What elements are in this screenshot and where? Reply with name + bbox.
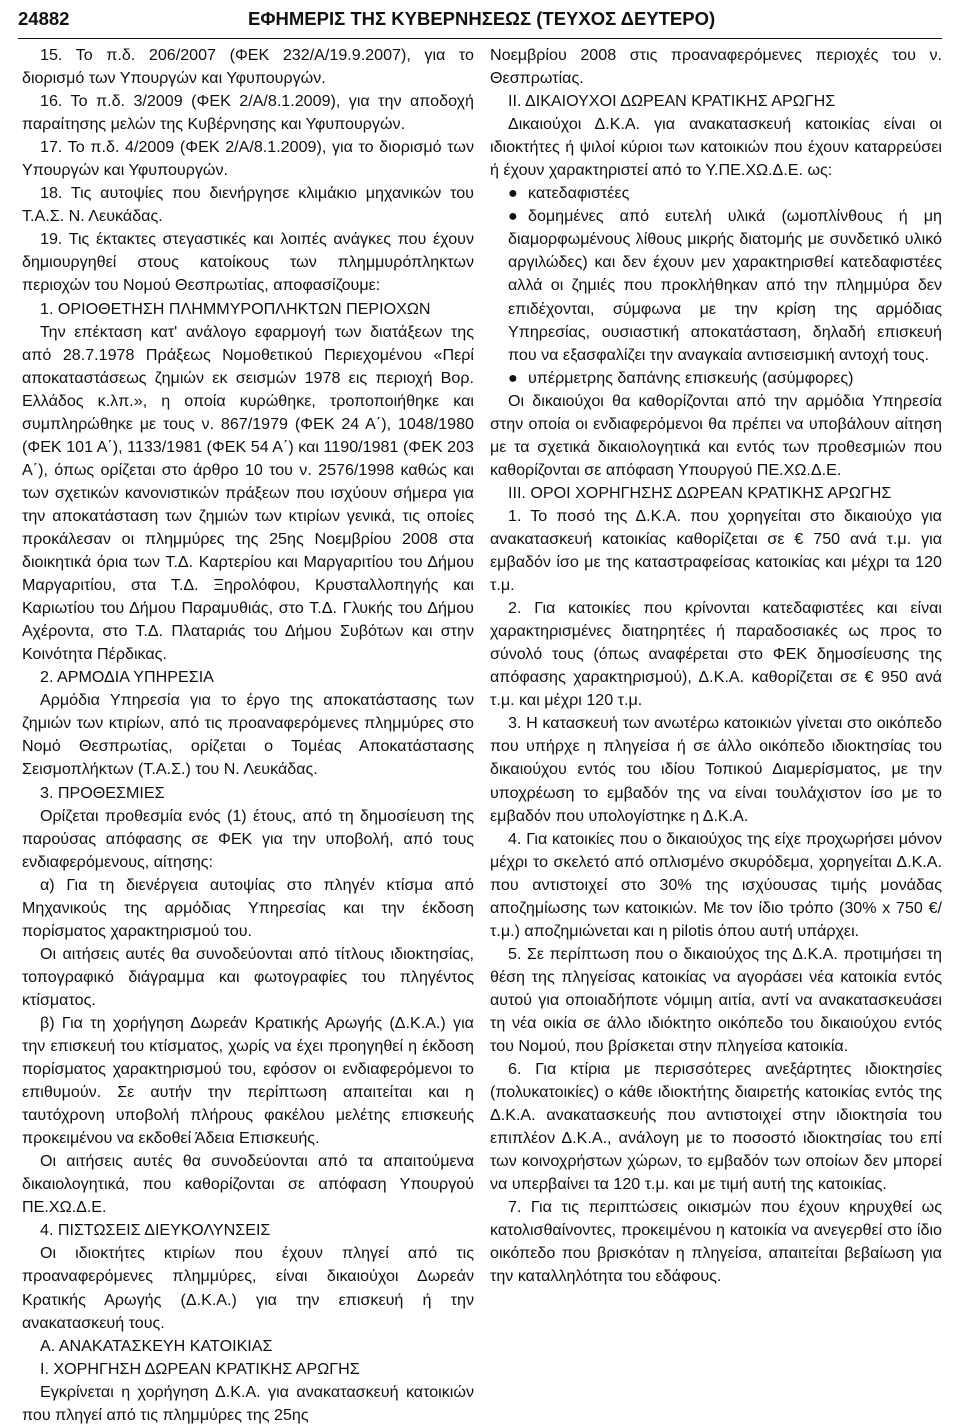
bullet-item — [490, 205, 942, 366]
paragraph: Νοεμβρίου 2008 στις προαναφερόμενες περιοχές του ν. Θεσπρωτίας. — [490, 46, 942, 88]
section-heading: Ι. ΧΟΡΗΓΗΣΗ ΔΩΡΕΑΝ ΚΡΑΤΙΚΗΣ ΑΡΩΓΗΣ — [40, 1359, 360, 1378]
paragraph: 4. Για κατοικίες που ο δικαιούχος της είχε προχωρήσει μόνον μέχρι το σκελετό από οπλισμένο σκυρόδεμα, χορηγείται Δ.Κ.Α. που αντιστοιχεί στο 30% της ισχύουσας τιμής μονάδας αποζημίωσης των κατοικιών. Με τον ίδιο τρόπο (30% x 750 €/τ.μ.) αποζημιώνεται και η pilotis όπου αυτή υπάρχει. — [490, 829, 942, 940]
paragraph: 19. Τις έκτακτες στεγαστικές και λοιπές ανάγκες που έχουν δημιουργηθεί στους κατοίκους των πλημμυρόπληκτων περιοχών του Νομού Θεσπρωτίας, αποφασίζουμε: — [22, 230, 474, 295]
page-number: 24882 — [18, 8, 70, 29]
paragraph: Ορίζεται προθεσμία ενός (1) έτους, από τη δημοσίευση της παρούσας απόφασης σε ΦΕΚ για την υποβολή, από τους ενδιαφερόμενους, αίτησης: — [22, 806, 474, 871]
paragraph: 15. Το π.δ. 206/2007 (ΦΕΚ 232/Α/19.9.2007), για το διορισμό των Υπουργών και Υφυπουργών. — [22, 46, 474, 88]
paragraph: Την επέκταση κατ' ανάλογο εφαρμογή των διατάξεων της από 28.7.1978 Πράξεως Νομοθετικού Περιεχομένου «Περί αποκαταστάσεως ζημιών εκ σεισμών 1978 εις περιοχή Βορ. Ελλάδος κ.λπ.», η οποία κυρώθηκε, τροποποιήθηκε και συμπληρώθηκε με τους ν. 867/1979 (ΦΕΚ 24 Α΄), 1048/1980 (ΦΕΚ 101 Α΄), 1133/1981 (ΦΕΚ 54 Α΄) και 1190/1981 (ΦΕΚ 203 Α΄), όπως ορίζεται στο άρθρο 10 του ν. 2576/1998 καθώς και των σχετικών κανονιστικών πράξεων που ισχύουν σήμερα για την αποκατάσταση των ζημιών των κτιρίων γενικά, τις οποίες προκάλεσαν οι πλημμύρες της 25ης Νοεμβρίου 2008 στα διοικητικά όρια των Τ.Δ. Καρτερίου και Μαργαριτίου του Δήμου Μαργαριτίου, στα Τ.Δ. Ξηρολόφου, Κρυσταλλοπηγής και Καριωτίου του Δήμου Παραμυθιάς, στο Τ.Δ. Γλυκής του Δήμου Αχέροντα, στο Τ.Δ. Πλαταριάς του Δήμου Συβότων και στην Κοινότητα Πέρδικας. — [22, 322, 474, 664]
paragraph: Αρμόδια Υπηρεσία για το έργο της αποκατάστασης των ζημιών των κτιρίων, από τις προαναφερόμενες πλημμύρες στο Νομό Θεσπρωτίας, ορίζεται ο Τομέας Αποκατάστασης Σεισμοπλήκτων (Τ.Α.Σ.) του Ν. Λευκάδας. — [22, 691, 474, 779]
journal-title: ΕΦΗΜΕΡΙΣ ΤΗΣ ΚΥΒΕΡΝΗΣΕΩΣ (ΤΕΥΧΟΣ ΔΕΥΤΕΡΟ) — [248, 8, 716, 29]
page-header — [18, 6, 942, 39]
paragraph: 2. Για κατοικίες που κρίνονται κατεδαφιστέες και είναι χαρακτηρισμένες διατηρητέες ή παραδοσιακές ως προς το σύνολό τους (όπως αναφέρεται στο ΦΕΚ δημοσίευσης της απόφασης χαρακτηρισμού), Δ.Κ.Α. καθορίζεται σε € 950 ανά τ.μ. και μέχρι 120 τ.μ. — [490, 599, 942, 710]
paragraph: 17. Το π.δ. 4/2009 (ΦΕΚ 2/Α/8.1.2009), για το διορισμό των Υπουργών και Υφυπουργών. — [22, 138, 474, 180]
right-column — [490, 44, 942, 1289]
paragraph: 1. Το ποσό της Δ.Κ.Α. που χορηγείται στο δικαιούχο για ανακατασκευή κατοικίας καθορίζεται σε € 750 ανά τ.μ. για εμβαδόν ίσο με της καταστραφείσας κατοικίας και μέχρι τα 120 τ.μ. — [490, 506, 942, 595]
section-heading: ΙΙ. ΔΙΚΑΙΟΥΧΟΙ ΔΩΡΕΑΝ ΚΡΑΤΙΚΗΣ ΑΡΩΓΗΣ — [508, 92, 836, 111]
paragraph: 18. Τις αυτοψίες που διενήργησε κλιμάκιο μηχανικών του Τ.Α.Σ. Ν. Λευκάδας. — [22, 184, 474, 226]
left-column — [22, 44, 474, 1427]
bullet-icon: ● — [508, 207, 518, 226]
paragraph: β) Για τη χορήγηση Δωρεάν Κρατικής Αρωγής (Δ.Κ.Α.) για την επισκευή του κτίσματος, χωρίς να έχει προηγηθεί η έκδοση πορίσματος χαρακτηρισμού του, εφόσον οι ενδιαφερόμενοι το επιθυμούν. Σε αυτήν την περίπτωση απαιτείται και η ταυτόχρονη υποβολή πλήρους φακέλου μελέτης επισκευής προκειμένου να εκδοθεί Άδεια Επισκευής. — [22, 1013, 474, 1148]
bullet-text: κατεδαφιστέες — [528, 184, 630, 203]
paragraph: 16. Το π.δ. 3/2009 (ΦΕΚ 2/Α/8.1.2009), για την αποδοχή παραίτησης μελών της Κυβέρνησης και Υφυπουργών. — [22, 92, 474, 134]
paragraph: 6. Για κτίρια με περισσότερες ανεξάρτητες ιδιοκτησίες (πολυκατοικίες) ο κάθε ιδιοκτήτης διαιρετής κατοικίας εντός της Δ.Κ.Α. ανακατασκευής που αντιστοιχεί στην ιδιοκτησία του επιπλέον Δ.Κ.Α., ανάλογη με το ποσοστό ιδιοκτησίας του επί των κοινοχρήστων χώρων, το εμβαδόν των οποίων δεν μπορεί να υπερβαίνει τα 120 τ.μ. και με τιμή αυτή της κατοικίας. — [490, 1060, 942, 1194]
paragraph: α) Για τη διενέργεια αυτοψίας στο πληγέν κτίσμα από Μηχανικούς της αρμόδιας Υπηρεσίας και την έκδοση πορίσματος χαρακτηρισμού του. — [22, 875, 474, 940]
paragraph: Οι αιτήσεις αυτές θα συνοδεύονται από τα απαιτούμενα δικαιολογητικά, που καθορίζονται σε απόφαση Υπουργού ΠΕ.ΧΩ.Δ.Ε. — [22, 1152, 474, 1217]
bullet-item — [490, 182, 942, 205]
paragraph: Οι αιτήσεις αυτές θα συνοδεύονται από τίτλους ιδιοκτησίας, τοπογραφικό διάγραμμα και φωτογραφίες του πληγέντος κτίσματος. — [22, 944, 474, 1009]
paragraph: 3. Η κατασκευή των ανωτέρω κατοικιών γίνεται στο οικόπεδο που υπήρχε η πληγείσα ή σε άλλο οικόπεδο ιδιοκτησίας του δικαιούχου εντός του ιδίου Τοπικού Διαμερίσματος, με την υποχρέωση το εμβαδόν της να είναι τουλάχιστον ίσο με το εμβαδόν που υπολογίστηκε η Δ.Κ.Α. — [490, 714, 942, 825]
section-heading: 1. ΟΡΙΟΘΕΤΗΣΗ ΠΛΗΜΜΥΡΟΠΛΗΚΤΩΝ ΠΕΡΙΟΧΩΝ — [40, 299, 431, 318]
bullet-text: δομημένες από ευτελή υλικά (ωμοπλίνθους ή μη διαμορφωμένους λίθους μικρής διατομής με συνδετικό υλικό αργιλώδες) και δεν έχουν μεν χαρακτηρισθεί κατεδαφιστέες αλλά οι ζημιές που προκλήθηκαν από την πλημμύρα δεν επιδέχονται, σύμφωνα με την κρίση της αρμόδιας Υπηρεσίας, ουσιαστική αποκατάσταση, δηλαδή επισκευή που να εξασφαλίζει την αναγκαία αντισεισμική αντοχή τους. — [508, 207, 942, 364]
paragraph: Εγκρίνεται η χορήγηση Δ.Κ.Α. για ανακατασκευή κατοικιών που πληγεί από τις πλημμύρες της 25ης — [22, 1382, 474, 1424]
paragraph: 5. Σε περίπτωση που ο δικαιούχος της Δ.Κ.Α. προτιμήσει τη θέση της πληγείσας κατοικίας να αγοράσει νέα κατοικία εντός αυτού για οποιαδήποτε νόμιμη αιτία, αντί να ανακατασκευάσει τη νέα οικία σε άλλο ιδιόκτητο οικόπεδο του δικαιούχου εντός του Νομού, που βρίσκεται στην πληγείσα κατοικία. — [490, 944, 942, 1056]
paragraph: Οι ιδιοκτήτες κτιρίων που έχουν πληγεί από τις προαναφερόμενες πλημμύρες, είναι δικαιούχοι Δωρεάν Κρατικής Αρωγής (Δ.Κ.Α.) για την επισκευή ή την ανακατασκευή τους. — [22, 1244, 474, 1332]
bullet-item — [490, 367, 942, 390]
section-heading: ΙΙΙ. ΟΡΟΙ ΧΟΡΗΓΗΣΗΣ ΔΩΡΕΑΝ ΚΡΑΤΙΚΗΣ ΑΡΩΓΗΣ — [508, 483, 892, 502]
bullet-icon: ● — [508, 184, 518, 203]
paragraph: Δικαιούχοι Δ.Κ.Α. για ανακατασκευή κατοικίας είναι οι ιδιοκτήτες ή ψιλοί κύριοι των κατοικιών που έχουν καταρρεύσει ή έχουν χαρακτηριστεί από το Υ.ΠΕ.ΧΩ.Δ.Ε. ως: — [490, 115, 942, 180]
section-heading: 2. ΑΡΜΟΔΙΑ ΥΠΗΡΕΣΙΑ — [40, 668, 214, 687]
bullet-icon: ● — [508, 368, 518, 387]
section-heading: 4. ΠΙΣΤΩΣΕΙΣ ΔΙΕΥΚΟΛΥΝΣΕΙΣ — [40, 1221, 271, 1240]
bullet-text: υπέρμετρης δαπάνης επισκευής (ασύμφορες) — [528, 368, 854, 387]
section-heading: 3. ΠΡΟΘΕΣΜΙΕΣ — [40, 783, 165, 802]
section-heading: Α. ΑΝΑΚΑΤΑΣΚΕΥΗ ΚΑΤΟΙΚΙΑΣ — [40, 1336, 273, 1355]
paragraph: 7. Για τις περιπτώσεις οικισμών που έχουν κηρυχθεί ως κατολισθαίνοντες, προκειμένου η κατοικία να ανεγερθεί στο ίδιο οικόπεδο που βρισκόταν η πληγείσα, απαιτείται βεβαίωση για την καταλληλότητα του εδάφους. — [490, 1198, 942, 1286]
paragraph: Οι δικαιούχοι θα καθορίζονται από την αρμόδια Υπηρεσία στην οποία οι ενδιαφερόμενοι θα πρέπει να υποβάλουν αίτηση με τα σχετικά δικαιολογητικά και εντός των προθεσμιών που καθορίζονται σε απόφαση Υπουργού ΠΕ.ΧΩ.Δ.Ε. — [490, 391, 942, 479]
